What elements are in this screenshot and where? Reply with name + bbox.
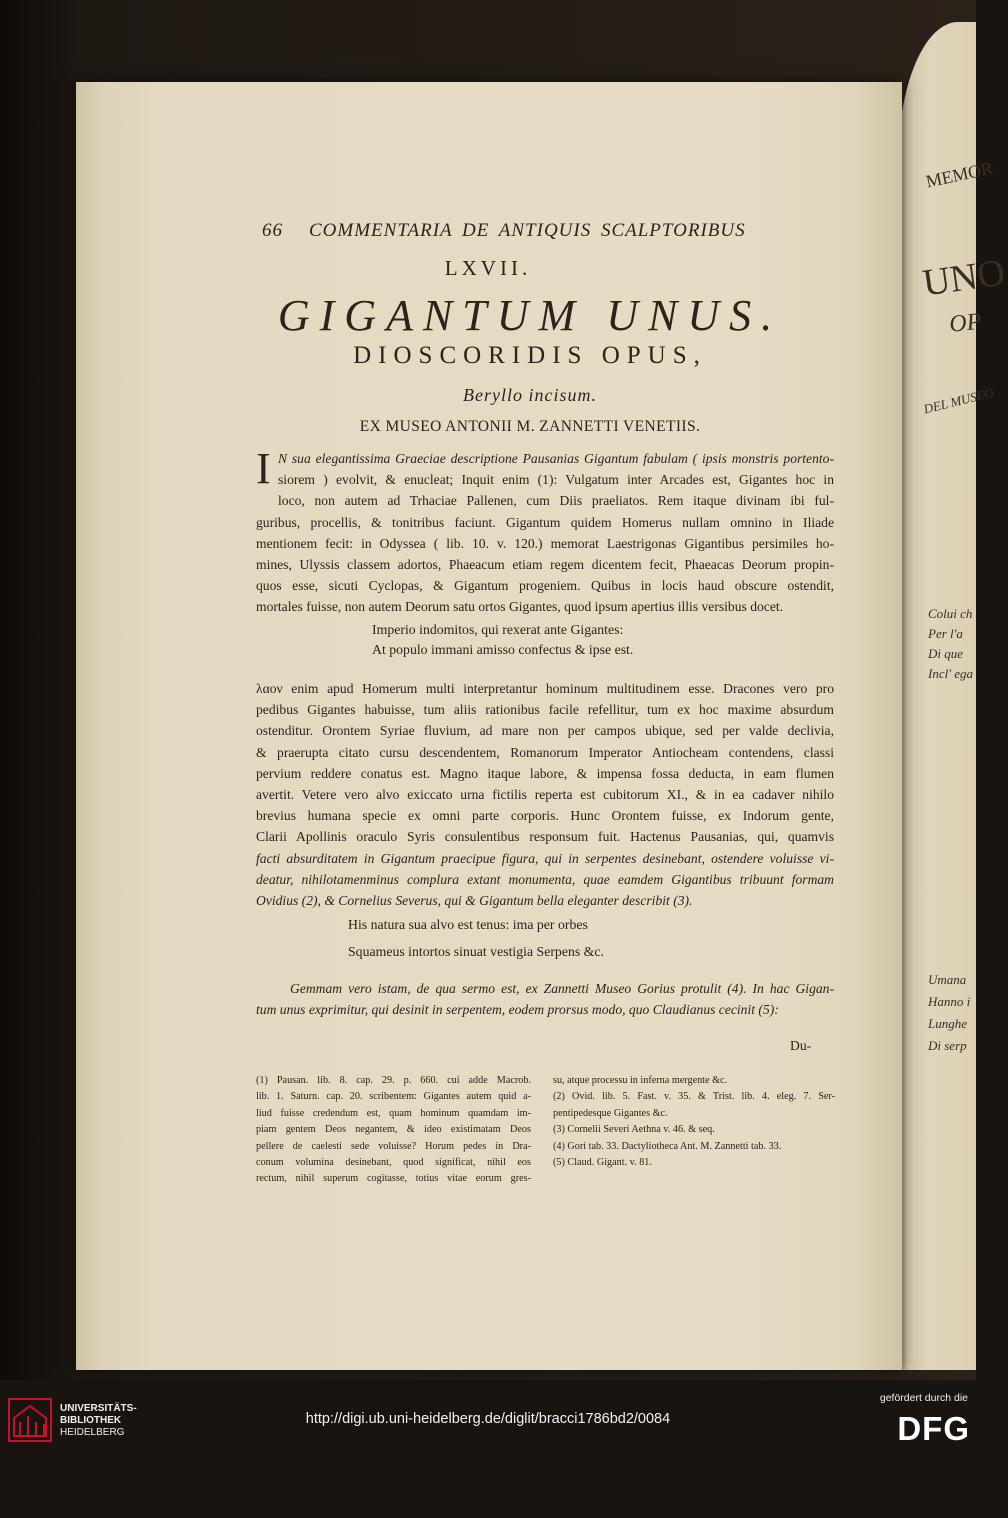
- source-url[interactable]: http://digi.ub.uni-heidelberg.de/diglit/bracci1786bd2/0084: [305, 1411, 671, 1427]
- verse-line: At populo immani amisso confectus & ipse est.: [372, 642, 634, 657]
- facing-fragment: Di serp: [928, 1038, 967, 1053]
- facing-fragment: DEL MUSEO: [922, 384, 996, 417]
- text-line: loco, non autem ad Trhaciae Pallenen, cum Diis praeliatos. Rem itaque divinam ibi ful-: [278, 493, 834, 509]
- text-line: Gemmam vero istam, de qua sermo est, ex Zannetti Museo Gorius protulit (4). In hac Gigan-: [290, 981, 834, 996]
- footnote-line: pellere de caelesti sede voluisse? Horum pedes in Dra-: [256, 1140, 531, 1152]
- section-number: LXVII.: [444, 256, 532, 280]
- running-head-text: COMMENTARIA DE ANTIQUIS SCALPTORIBUS: [309, 220, 746, 241]
- footnote-line: liud fuisse credendum est, quam hominum quamdam im-: [256, 1107, 531, 1119]
- facing-fragment: OP: [948, 308, 983, 338]
- text-line: facti absurditatem in Gigantum praecipue figura, qui in serpentes desinebant, ostendere voluisse vi-: [256, 850, 834, 866]
- footnote-line: su, atque processu in inferna mergente &c.: [553, 1075, 728, 1086]
- university-line: UNIVERSITÄTS-: [60, 1403, 137, 1414]
- museum-line: EX MUSEO ANTONII M. ZANNETTI VENETIIS.: [359, 418, 701, 435]
- paragraph-1: [256, 444, 834, 618]
- text-line: guribus, procellis, & tonitribus faciunt. Gigantum quidem Homerus nullam omnino in Iliade: [256, 514, 834, 530]
- text-line: tum unus exprimitur, qui desinit in serpentem, eodem prorsus modo, quo Claudianus cecinit (5):: [256, 1002, 779, 1018]
- facing-fragment: Lunghe: [928, 1016, 967, 1031]
- facing-fragment: Per l'a: [928, 626, 963, 641]
- text-line: λαον enim apud Homerum multi interpretantur hominum multitudinem esse. Dracones vero pro: [256, 681, 834, 696]
- text-line: & praerupta citato cursu descendentem, Romanorum Imperator Antiocheam contendens, classi: [256, 744, 834, 760]
- verse-line: Squameus intortos sinuat vestigia Serpens &c.: [348, 944, 604, 959]
- text-line: siorem ) evolvit, & enucleat; Inquit enim (1): Vulgatum inter Arcades est, Gigantes hoc in: [278, 472, 834, 488]
- text-line: mines, Ulyssis classem adortos, Phaeacum etiam regem dicentem fecit, Phaeacas Deorum propin-: [256, 556, 834, 572]
- funding-note: gefördert durch die: [879, 1392, 968, 1404]
- running-head: [262, 220, 782, 242]
- university-line: BIBLIOTHEK: [60, 1415, 122, 1426]
- text-line: N sua elegantissima Graeciae descriptione Pausanias Gigantum fabulam ( ipsis monstris portento-: [278, 451, 834, 466]
- footnote-line: (2) Ovid. lib. 5. Fast. v. 35. & Trist. lib. 4. eleg. 7. Ser-: [553, 1091, 835, 1103]
- paragraph-2: [256, 678, 834, 911]
- facing-fragment: Hanno i: [928, 994, 971, 1009]
- text-line: avertit. Vetere vero alvo exiccato urna fictilis reperta est cubitorum XI., & in ea cadaver nihilo: [256, 786, 834, 802]
- page-title: GIGANTUM UNUS.: [277, 291, 783, 340]
- footnote-line: piam gentem Deos negantem, & ideo existimatam Deos: [256, 1124, 531, 1136]
- footnote-line: (1) Pausan. lib. 8. cap. 29. p. 660. cui adde Macrob.: [256, 1075, 531, 1086]
- facing-fragment: Di que: [928, 646, 964, 661]
- verse-block-2: [348, 911, 768, 965]
- footnote-line: conum volumina desinebant, quod significat, nihil eos: [256, 1156, 531, 1168]
- footnotes-left: [256, 1073, 531, 1188]
- text-line: ostenditur. Orontem Syriae fluvium, ad mare non per campos ubique, sed per valde declivia,: [256, 723, 834, 739]
- verse-line: Imperio indomitos, qui rexerat ante Gigantes:: [372, 622, 624, 637]
- facing-page-edge: [898, 22, 1008, 1370]
- facing-fragment: Incl' ega: [928, 666, 974, 681]
- verse-block-1: [372, 620, 792, 660]
- text-line: Ovidius (2), & Cornelius Severus, qui & Gigantum bella eleganter describit (3).: [256, 892, 693, 908]
- text-line: mortales fuisse, non autem Deorum satu ortos Gigantes, quod ipsum apertius illis versibus docet.: [256, 599, 784, 615]
- dfg-wordmark: DFG: [897, 1410, 970, 1447]
- dfg-logo[interactable]: [862, 1392, 972, 1452]
- paragraph-3: [256, 978, 834, 1020]
- text-line: Clarii Apollinis oraculo Syris consulentibus responsum fuit. Hactenus Pausanias, qui, quamvis: [256, 829, 834, 845]
- page-number: 66: [262, 220, 283, 241]
- facing-fragment: UNO: [920, 251, 1008, 305]
- drop-cap: I: [256, 444, 271, 493]
- text-line: deatur, nihilotamenminus complura extant monumenta, quae eamdem Gigantibus tribuunt formam: [256, 871, 834, 887]
- footnote-line: pentipedesque Gigantes &c.: [553, 1107, 668, 1119]
- facing-fragment: Umana: [928, 972, 967, 987]
- text-line: pedibus Gigantes habuisse, tum aliis rationibus facile refellitur, tum ex hoc maxime absurdum: [256, 702, 834, 718]
- verse-line: His natura sua alvo est tenus: ima per orbes: [348, 917, 588, 932]
- text-line: pervium reddere conatus est. Magno itaque labore, & impensa fossa deducta, in eam flumen: [256, 765, 834, 781]
- footnote-line: (5) Claud. Gigant. v. 81.: [553, 1156, 652, 1168]
- footnote-line: (4) Gori tab. 33. Dactyliotheca Ant. M. Zannetti tab. 33.: [553, 1140, 782, 1152]
- footnotes-right: [553, 1073, 835, 1171]
- catchword: Du-: [790, 1038, 812, 1053]
- facing-fragment: Colui ch: [928, 606, 973, 621]
- subtitle: DIOSCORIDIS OPUS,: [353, 342, 707, 369]
- footnote-line: (3) Cornelii Severi Aethna v. 46. & seq.: [553, 1124, 715, 1136]
- text-line: mentionem fecit: in Odyssea ( lib. 10. v. 120.) memorat Laestrigonas Gigantibus persimiles ho-: [256, 535, 834, 551]
- text-line: quos esse, sicuti Cyclopas, & Gigantum progeniem. Quibus in locis haud obscure ostendit,: [256, 578, 834, 594]
- facing-fragment: MEMOR: [924, 157, 995, 192]
- university-line: HEIDELBERG: [60, 1427, 125, 1438]
- material-line: Beryllo incisum.: [463, 385, 597, 405]
- text-line: brevius humana specie ex omni parte corporis. Hunc Orontem fuisse, ex Indorum gente,: [256, 808, 834, 824]
- footnote-line: lib. 1. Saturn. cap. 20. scribentem: Gigantes autem quid a-: [256, 1091, 531, 1103]
- footnote-line: rectum, nihil superum cogitasse, totius vitae eorum gres-: [256, 1173, 531, 1185]
